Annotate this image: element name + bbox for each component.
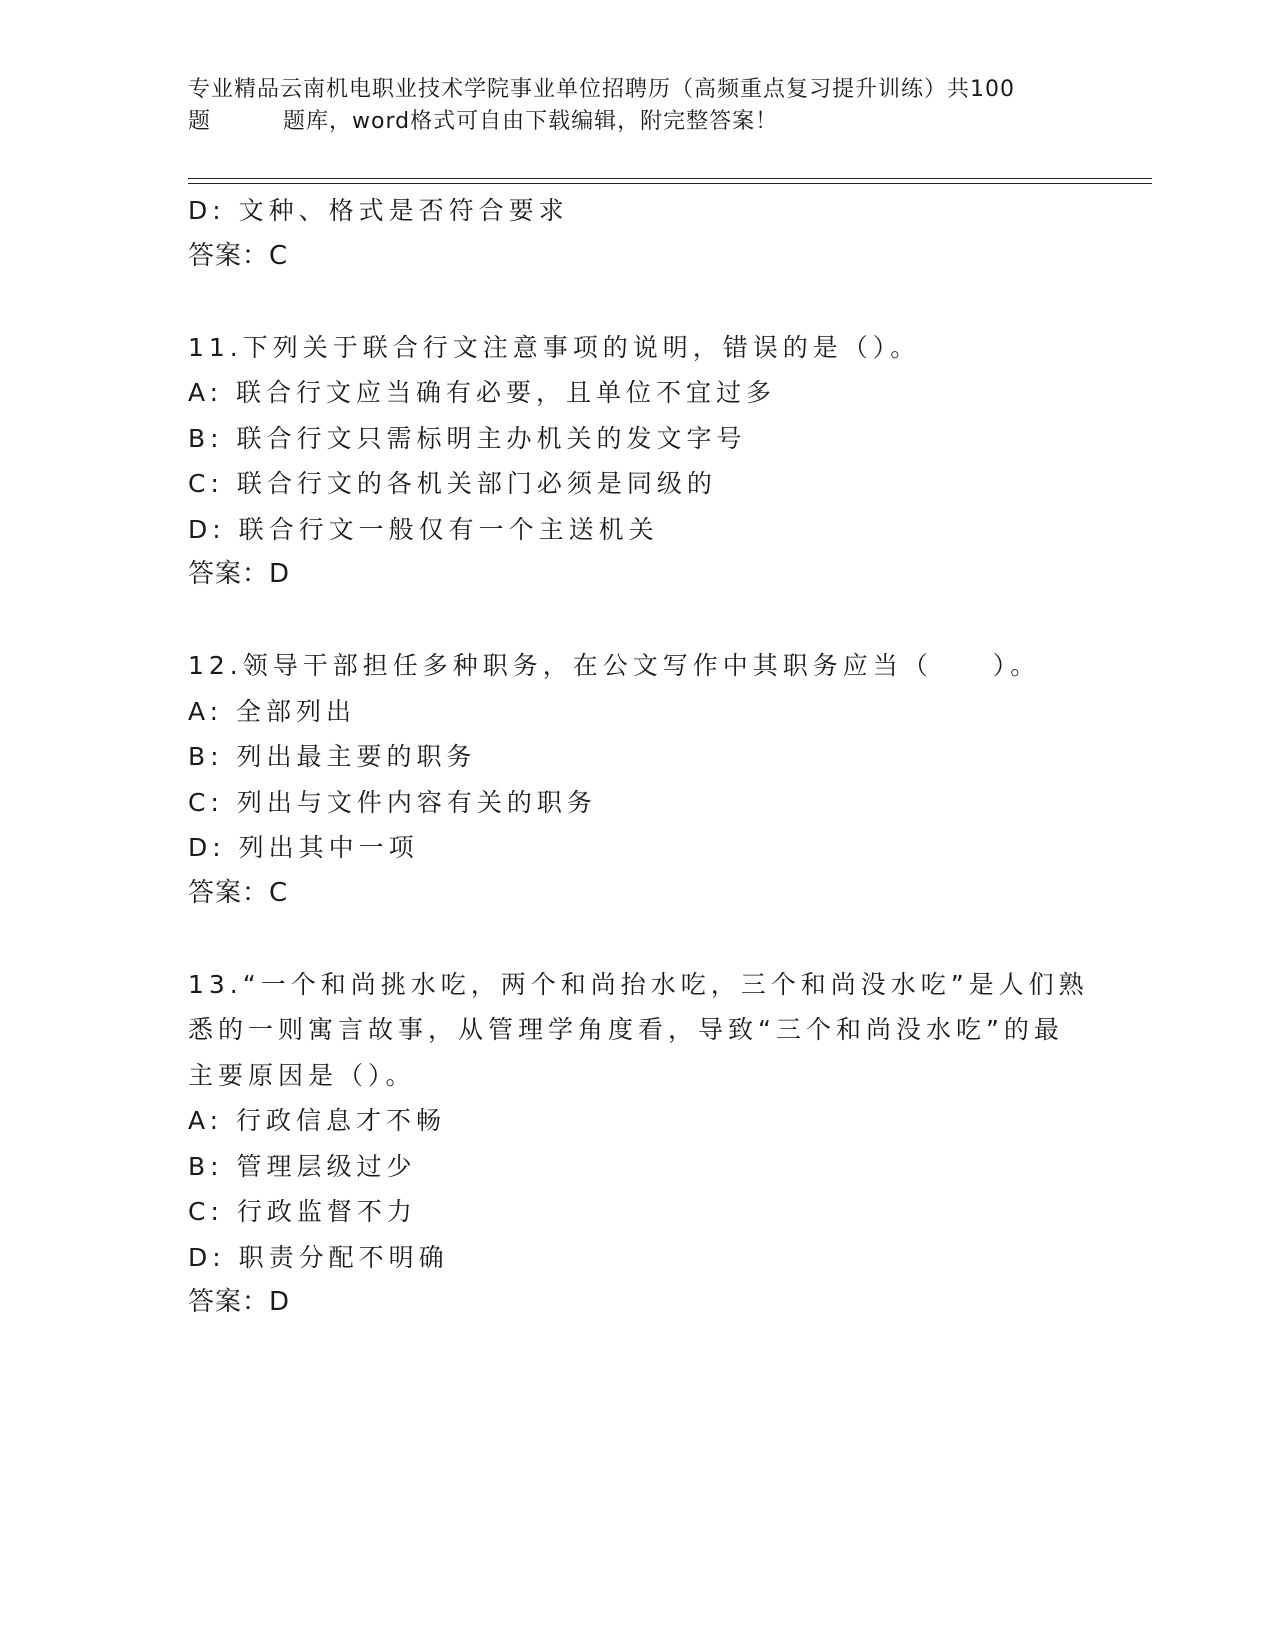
header-title-line1: 专业精品云南机电职业技术学院事业单位招聘历（高频重点复习提升训练）共100 (188, 77, 1015, 102)
question-stem-line-3: 主要原因是（）。 (188, 1060, 416, 1090)
question-stem-line-2: 悉的一则寓言故事，从管理学角度看，导致“三个和尚没水吃”的最 (188, 1015, 1064, 1044)
question-13 (188, 962, 1088, 1326)
option-b: B: 列出最主要的职务 (188, 742, 477, 771)
option-a: A: 联合行文应当确有必要，且单位不宜过多 (188, 378, 777, 407)
option-c: C: 行政监督不力 (188, 1197, 417, 1226)
header-divider-bottom (188, 183, 1152, 184)
question-answer: 答案：D (188, 559, 291, 589)
option-d: D: 列出其中一项 (188, 833, 419, 862)
header-title-line2 (188, 106, 1088, 138)
question-stem: 11.下列关于联合行文注意事项的说明，错误的是（）。 (188, 332, 921, 362)
header-title-line2-right: 题库，word格式可自由下载编辑，附完整答案！ (283, 109, 779, 134)
question-content (188, 188, 1088, 1326)
question-stem: 12.领导干部担任多种职务，在公文写作中其职务应当（ ）。 (188, 651, 1041, 680)
header-divider-top (188, 178, 1152, 179)
option-d: D: 职责分配不明确 (188, 1242, 449, 1272)
question-answer: 答案：D (188, 1287, 291, 1317)
prev-question-option-d: D: 文种、格式是否符合要求 (188, 196, 569, 225)
page-header (188, 74, 1088, 138)
question-answer: 答案：C (188, 877, 289, 908)
option-c: C: 联合行文的各机关部门必须是同级的 (188, 469, 717, 498)
header-title-line2-left: 题 (188, 109, 212, 134)
question-12 (188, 643, 1088, 916)
question-stem-line-1: 13.“一个和尚挑水吃，两个和尚抬水吃，三个和尚没水吃”是人们熟 (188, 969, 1089, 999)
option-a: A: 行政信息才不畅 (188, 1106, 447, 1135)
option-c: C: 列出与文件内容有关的职务 (188, 787, 597, 817)
option-d: D: 联合行文一般仅有一个主送机关 (188, 514, 659, 544)
option-a: A: 全部列出 (188, 696, 357, 726)
prev-question-answer: 答案：C (188, 240, 289, 271)
option-b: B: 联合行文只需标明主办机关的发文字号 (188, 423, 747, 453)
option-b: B: 管理层级过少 (188, 1151, 417, 1181)
question-11 (188, 325, 1088, 598)
